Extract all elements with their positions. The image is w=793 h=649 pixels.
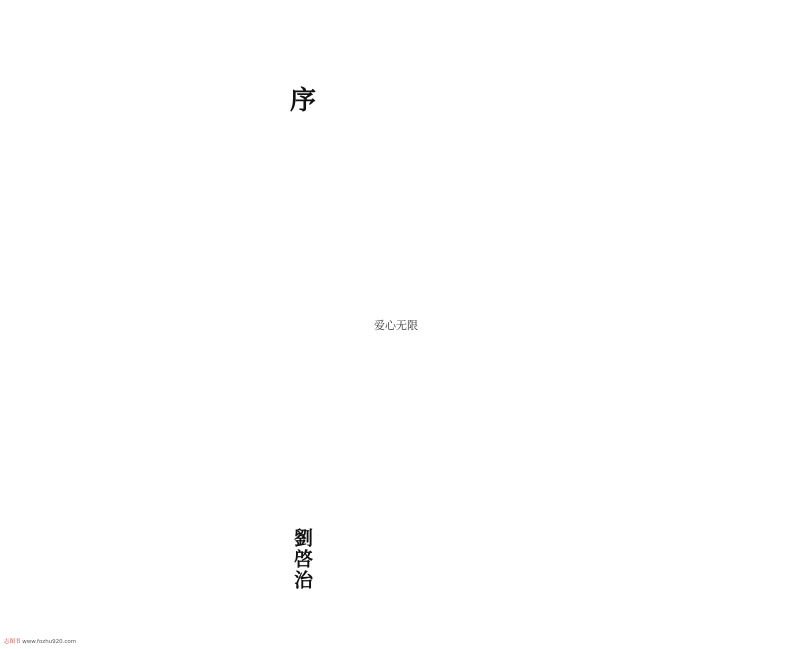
left-page	[0, 0, 340, 649]
footer-site-link[interactable]: www.fozhu920.com	[22, 639, 77, 645]
footer-label: 志图书	[4, 639, 21, 645]
footer-credit[interactable]	[4, 637, 76, 645]
page-title: 序	[290, 86, 317, 116]
author-name: 劉啓治	[291, 528, 313, 591]
watermark-text: 爱心无限	[374, 319, 418, 332]
